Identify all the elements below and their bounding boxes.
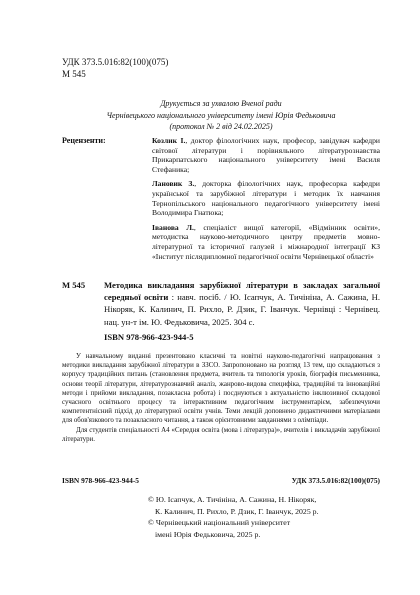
footer-line	[62, 476, 380, 485]
copyright-line-4: імені Юрія Федьковича, 2025 р.	[155, 529, 261, 539]
book-title: Методика викладання зарубіжної літератури в закладах загальної середньої освіти	[104, 280, 380, 303]
footer-udk: УДК 373.5.016:82(100)(075)	[291, 476, 380, 485]
reviewer-entry	[152, 136, 380, 174]
annotation-paragraph-2: Для студентів спеціальності А4 «Середня освіта (мова і література)», вчителів і викладачів зарубіжної літератури.	[62, 426, 380, 443]
copyright-block	[148, 494, 380, 540]
reviewer-details: , докторка філологічних наук, професорка кафедри української та зарубіжної літератури і методик їх навчання Тернопільського національного педагогічного університету імені Володимира Гнатюка;	[152, 179, 380, 218]
reviewer-entry	[152, 179, 380, 217]
reviewer-entry	[152, 223, 380, 261]
approval-line-1: Друкується за ухвалою Вченої ради	[160, 99, 282, 108]
reviewers-row	[62, 136, 380, 266]
reviewers-label: Рецензенти:	[62, 136, 106, 145]
approval-block	[62, 98, 380, 133]
reviewer-name: Іванова Л.	[152, 222, 194, 232]
book-description: : навч. посіб. / Ю. Ісапчук, А. Тичініна, А. Сажина, Н. Нікоряк, К. Калинич, П. Рихло, Р. Дзик, Г. Іванчук. Чернівці : Чернівец. нац. ун-т ім. Ю. Федьковича, 2025. 304 с.	[104, 292, 381, 327]
udk-code: УДК 373.5.016:82(100)(075)	[62, 57, 169, 67]
approval-line-2: Чернівецького національного університету імені Юрія Федьковича	[106, 110, 336, 120]
reviewer-details: , спеціаліст вищої категорії, «Відмінник освіти», методистка науково-методичного центру предметів мовно-літературної та історичної галузей і міжнародної інтеграції КЗ «Інститут післядипломної педагогічної освіти Чернівецької області»	[152, 222, 380, 261]
copyright-line-2: К. Калинич, П. Рихло, Р. Дзик, Г. Іванчук, 2025 р.	[155, 506, 319, 516]
bibliographic-record	[62, 279, 380, 343]
copyright-line-1: © Ю. Ісапчук, А. Тичініна, А. Сажина, Н. Нікоряк,	[148, 495, 317, 504]
author-mark-bold: М 545	[62, 280, 86, 290]
annotation-paragraph-1: У навчальному виданні презентовано класичні та новітні науково-педагогічні напрацювання з методики викладання зарубіжної літератури в ЗЗСО. Запропоновано на розгляд 13 тем, що складаються з корпусу традиційних питань (становлення предмета, вчитель та типологія уроків, біографія письменника, основи теорії літератури, літературознавчий аналіз, жанрово-видова специфіка, традиційні та інноваційні методи і прийоми викладання, позакласна робота) і посднуються з актуальністю інклюзивної складової сучасного освітнього процесу та інтерактивним педагогічним інструментарієм, забезпечуючи компетентнісний підхід до літературної освіти учнів. Теми лекцій доповнено дидактичними матеріалами для обов'язкового та позакласного читання, а також орієнтовними завданнями з олімпіади.	[62, 353, 380, 425]
copyright-line-3: © Чернівецький національний університет	[148, 518, 291, 528]
reviewer-name: Лановик З.	[152, 179, 195, 189]
bibliographic-text	[104, 279, 380, 343]
reviewer-name: Козлик І.	[152, 136, 186, 145]
udk-block	[62, 56, 168, 80]
reviewers-list	[152, 136, 380, 266]
bibliographic-row	[62, 279, 380, 343]
isbn-main: ISBN 978-966-423-944-5	[104, 331, 194, 342]
annotation-block	[62, 352, 380, 444]
reviewer-details: , доктор філологічних наук, професор, завідувач кафедри світової літератури і порівняльного літературознавства Прикарпатського національного університету імені Василя Стефаника;	[152, 136, 380, 174]
approval-line-3: (протокол № 2 від 24.02.2025)	[169, 122, 273, 131]
author-mark: М 545	[62, 69, 86, 79]
reviewers-block	[62, 136, 380, 266]
footer-isbn: ISBN 978-966-423-944-5	[62, 476, 139, 485]
